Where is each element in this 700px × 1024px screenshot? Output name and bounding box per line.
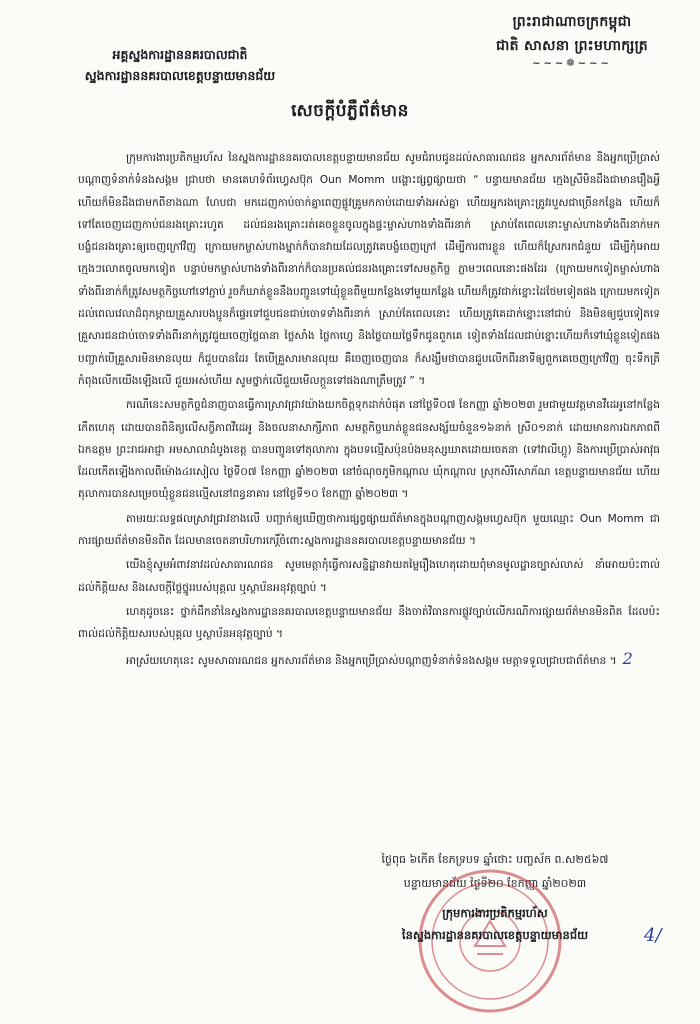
solar-date: បន្ទាយមានជ័យ ថ្ងៃទី២០ ខែកញ្ញា ឆ្នាំ២០២៣: [403, 877, 587, 890]
handwritten-mark: 2: [622, 648, 633, 668]
handwritten-initial: 4/: [644, 925, 662, 946]
kingdom-heading: [462, 10, 682, 70]
signature-line-2: នៃស្នងការដ្ឋាននគរបាលខេត្តបន្ទាយមានជ័យ: [401, 928, 589, 942]
signature-line-1: ក្រុមការងារប្រតិកម្មរហ័ស: [442, 906, 548, 920]
agency-line-1: អគ្គស្នងការដ្ឋាននគរបាលជាតិ: [112, 47, 248, 62]
lunar-date: ថ្ងៃពុធ ៦កើត ខែភទ្របទ ឆ្នាំថោះ បញ្ចស័ក ព.ស២៥៦៧: [381, 853, 609, 866]
paragraph-6: [78, 648, 660, 672]
agency-line-2: ស្នងការដ្ឋាននគរបាលខេត្តបន្ទាយមានជ័យ: [84, 68, 276, 83]
date-block: [330, 848, 660, 896]
paragraph-4: យើងខ្ញុំសូមអំពាវនាវដល់សាធារណជន សូមមេត្តាកុំធ្វើការសន្និដ្ឋានវាយតម្លៃរឿងហេតុដោយពុំមានមូលដ្ឋានច្បាស់លាស់ នាំអោយប៉ះពាល់ដល់កិត្តិយស និងសេចក្តីថ្លៃថ្នូររបស់បុគ្គល ឬស្ថាប័នអនុវត្តច្បាប់ ។: [78, 559, 660, 594]
paragraph-5: ហេតុដូចនេះ ថ្នាក់ដឹកនាំនៃស្នងការដ្ឋាននគរបាលខេត្តបន្ទាយមានជ័យ នឹងចាត់វិធានការផ្លូវច្បាប់លើករណីការផ្សាយព័ត៌មានមិនពិត ដែលប៉ះពាល់ដល់កិត្តិយសរបស់បុគ្គល ឬស្ថាប័នអនុវត្តច្បាប់ ។: [78, 605, 660, 641]
paragraph-3: តាមរយៈលទ្ធផលស្រាវជ្រាវខាងលើ បញ្ជាក់ឲ្យឃើញថាការផ្សព្វផ្សាយព័ត៌មានក្នុងបណ្តាញសង្គមហ្វេសប៊ុក មួយឈ្មោះ Oun Momm ជាការផ្សាយព័ត៌មានមិនពិត ដែលមានចេតនាបរិហារកេរ្តិ៍ចំពោះស្នងការដ្ឋាននគរបាលខេត្តបន្ទាយមានជ័យ ។: [78, 512, 660, 548]
national-motto: ជាតិ សាសនា ព្រះមហាក្សត្រ: [496, 38, 648, 54]
document-title: សេចក្តីបំភ្លឺព័ត៌មាន: [291, 101, 409, 121]
signature-block: [330, 902, 660, 946]
issuing-agency: [30, 44, 330, 86]
paragraph-1: ក្រុមការងារប្រតិកម្មរហ័ស នៃស្នងការដ្ឋាននគរបាលខេត្តបន្ទាយមានជ័យ សូមជំរាបជូនដល់សាធារណជន អ្នកសារព័ត៌មាន និងអ្នកប្រើប្រាស់បណ្តាញទំនាក់ទំនងសង្គម ជ្រាបថា មានគេហទំព័រហ្វេសប៊ុក Oun Momm បង្ហោះផ្សព្វផ្សាយថា “ បន្ទាយមានជ័យ ក្មេងស្រីមិនដឹងជាមានរឿងអ្វី ហើយក៏មិនដឹងជាមកពីខាងណា ហែបជា មកដេញកាប់ចាក់គ្នាពេញផ្លូវគ្រូមកកាប់ដោយទាំងអស់គ្នា ហើយអ្នករងគ្រោះត្រូវរបួសជាច្រើនកន្លែង ហើយក៏ទៅតែចេញដេញកាប់ជនរងគ្រោះរហូត ដល់ជនរងគ្រោះរត់គេចខ្លួនចូលក្នុងផ្ទះម្ចាស់ហាងទាំងពីរនាក់ ស្រាប់តែពេលនោះម្ចាស់ហាងទាំងពីរនាក់មកបង្ខំជនរងគ្រោះឲ្យចេញក្រៅវិញ ក្រោយមកម្ចាស់ហាងម្នាក់ក៏បានវាយដែលត្រូវគេបង្ខំចេញក្រៅ ដើម្បីការពារខ្លួន ហើយក៏ស្រែករកជំនួយ ដើម្បីកុំអោយក្មេងៗលោតចូលមកទៀត បន្ទាប់មកម្ចាស់ហាងទាំងពីរនាក់ក៏បានប្រគល់ជនរងគ្រោះទៅសមត្ថកិច្ច ភ្លាមៗពេលនោះផងដែរ (ក្រោយមកទៀតម្ចាស់ហាងទាំងពីរនាក់ក៏ត្រូវសមត្ថកិច្ចហៅទៅភ្ជាប់ រួចក៏ឃាត់ខ្លួននឹងបញ្ជូនទៅឃុំខ្លួនពីមួយកន្លែងទៅមួយកន្លែង ហើយក៏ត្រូវជាក់ខ្នោះដៃថែមទៀតផង ក្រោយមកទៀតដល់ពេលវេលាដ៏ពុកម្តាយគ្រួសារបងប្អូនក៏ផ្ទេរទៅជួបជនជាប់ចោទទាំងពីរនាក់ ស្រាប់តែពេលនោះ ហើយត្រូវគេដាក់ខ្នោះនៅជាប់ និងមិនឲ្យជួបទៀតទេ គ្រួសារជនជាប់ចោទទាំងពីរនាក់ត្រូវជួយចេញថ្លៃធានា ថ្លៃសាំង ថ្លៃកាហ្វេ និងថ្លៃបាយថ្លៃទឹកជូនពួកគេ ទៀតទាំងដែលជាប់ខ្នោះហើយក៏ទៅឃុំខ្លួនទៀតផង បញ្ជាក់បើគ្រួសារមិនមានលុយ ក៏ជួបបានដែរ តែបើគ្រួសារមានលុយ គឺចេញចេញបាន ក៏សង្ឃឹមថាបានជួបលើកពីរនាទីឲ្យពួកគេចេញក្រៅវិញ ចុះទឹកត្រីកំពុងលើកយើងឡើងលើ ជួយអស់ហើយ សូមថ្នាក់លើជួយមើលក្តួនទៅផងណាត្រឹមត្រូវ ” ។: [78, 152, 660, 387]
paragraph-6-text: អាស្រ័យហេតុនេះ សូមសាធារណជន អ្នកសារព័ត៌មាន និងអ្នកប្រើប្រាស់បណ្តាញទំនាក់ទំនងសង្គម មេត្តាទទួលជ្រាបជាព័ត៌មាន ។: [126, 654, 617, 667]
kingdom-name: ព្រះរាជាណាចក្រកម្ពុជា: [512, 14, 632, 30]
document-body: [78, 147, 660, 674]
ornament-divider: ~~~❁~~~: [532, 58, 612, 69]
paragraph-2: ករណីនេះសមត្ថកិច្ចជំនាញបានធ្វើការស្រាវជ្រាវយ៉ាងយកចិត្តទុកដាក់បំផុត នៅថ្ងៃទី០៧ ខែកញ្ញា ឆ្នាំ២០២៣ រួមជាមួយវត្តមានវីដេអូនៅកន្លែងកើតហេតុ ដោយបានពិនិត្យលើសក្ខីភាពវីដេអូ និងចលនាសាក្សីភាព សមត្ថកិច្ចឃាត់ខ្លួនជនសង្ស័យចំនួន១៦នាក់ ស្រី០១នាក់ ដោយមានការឯកភាពពី ឯកឧត្តម ព្រះរាជអាជ្ញា អមសាលាដំបូងខេត្ត បានបញ្ជូនទៅតុលាការ ក្នុងបទល្មើសប៉ុនប៉ងមនុស្សឃាតដោយចេតនា (ទៅវាលីហ្គូ) និងការប្រើប្រាស់អាវុធ ដែលកើតឡើងកាលពីម៉ោង៤រសៀល ថ្ងៃទី០៧ ខែកញ្ញា ឆ្នាំ២០២៣ នៅចំណុចភូមិកណ្ដាល ឃុំកណ្ដាល ស្រុកសិរីសោភ័ណ ខេត្តបន្ទាយមានជ័យ ហើយតុលាការបានសម្រេចឃុំខ្លួនជនល្មើសនៅពន្ធនាគារ នៅថ្ងៃទី១០ ខែកញ្ញា ឆ្នាំ២០២៣ ។: [78, 399, 660, 501]
